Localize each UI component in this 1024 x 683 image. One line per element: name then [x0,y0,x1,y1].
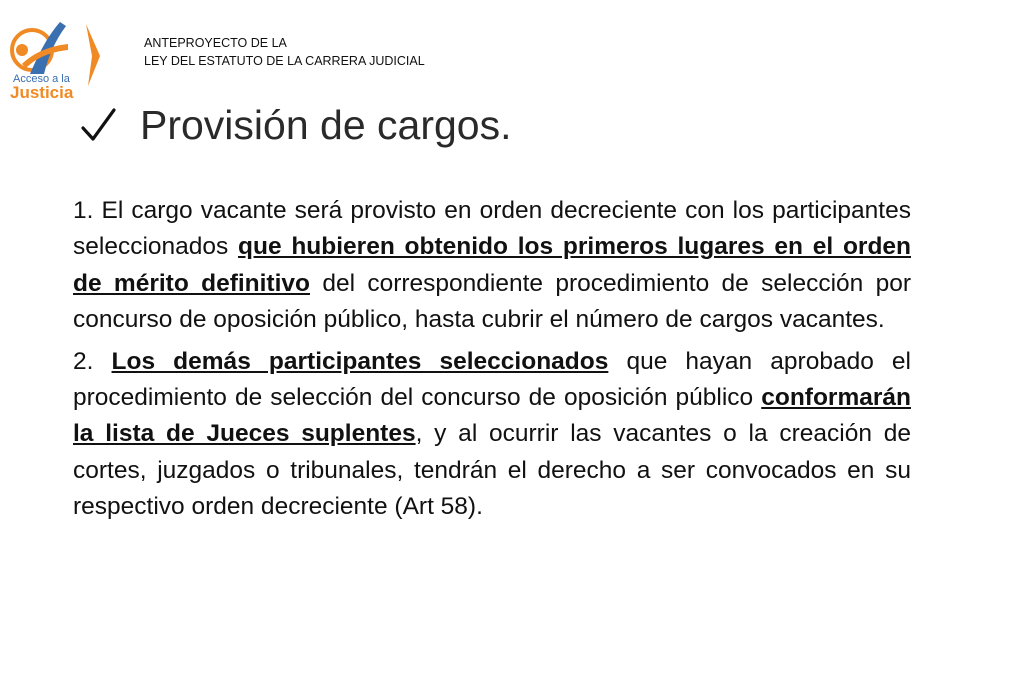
p1-text-c: del correspondiente procedimiento de selección por concurso de oposición público, hasta cubrir el número de cargos vacantes. [73,269,911,334]
paragraph-1 [73,193,911,339]
slide-title: Provisión de cargos. [140,102,512,148]
logo-arrow [86,24,100,86]
p1-text-a: 1. El cargo vacante será provisto en orden decreciente con los participantes seleccionados [73,197,911,261]
slide-body [73,193,911,531]
p1-emphasis: que hubieren obtenido los primeros lugares en el orden de mérito definitivo [73,233,911,297]
header-line-1: ANTEPROYECTO DE LA [144,36,287,50]
p2-text-e: , y al ocurrir las vacantes o la creación de cortes, juzgados o tribunales, tendrán el derecho a ser convocados en su respectivo orden decreciente (Art 58). [73,420,911,521]
p2-text-c: que hayan aprobado el procedimiento de selección del concurso de oposición público [73,347,911,412]
p2-text-a: 2. [73,347,112,375]
p2-emphasis-2: conformarán la lista de Jueces suplentes [73,384,911,448]
p2-emphasis-1: Los demás participantes seleccionados [111,347,609,375]
logo-text-line1: Acceso a la [13,73,70,85]
logo-text-line2: Justicia [10,83,74,102]
paragraph-2 [73,344,911,526]
header-line-2: LEY DEL ESTATUTO DE LA CARRERA JUDICIAL [144,54,425,68]
checkmark-icon [80,104,118,148]
header [144,34,425,70]
logo-orange-dot [16,44,28,56]
